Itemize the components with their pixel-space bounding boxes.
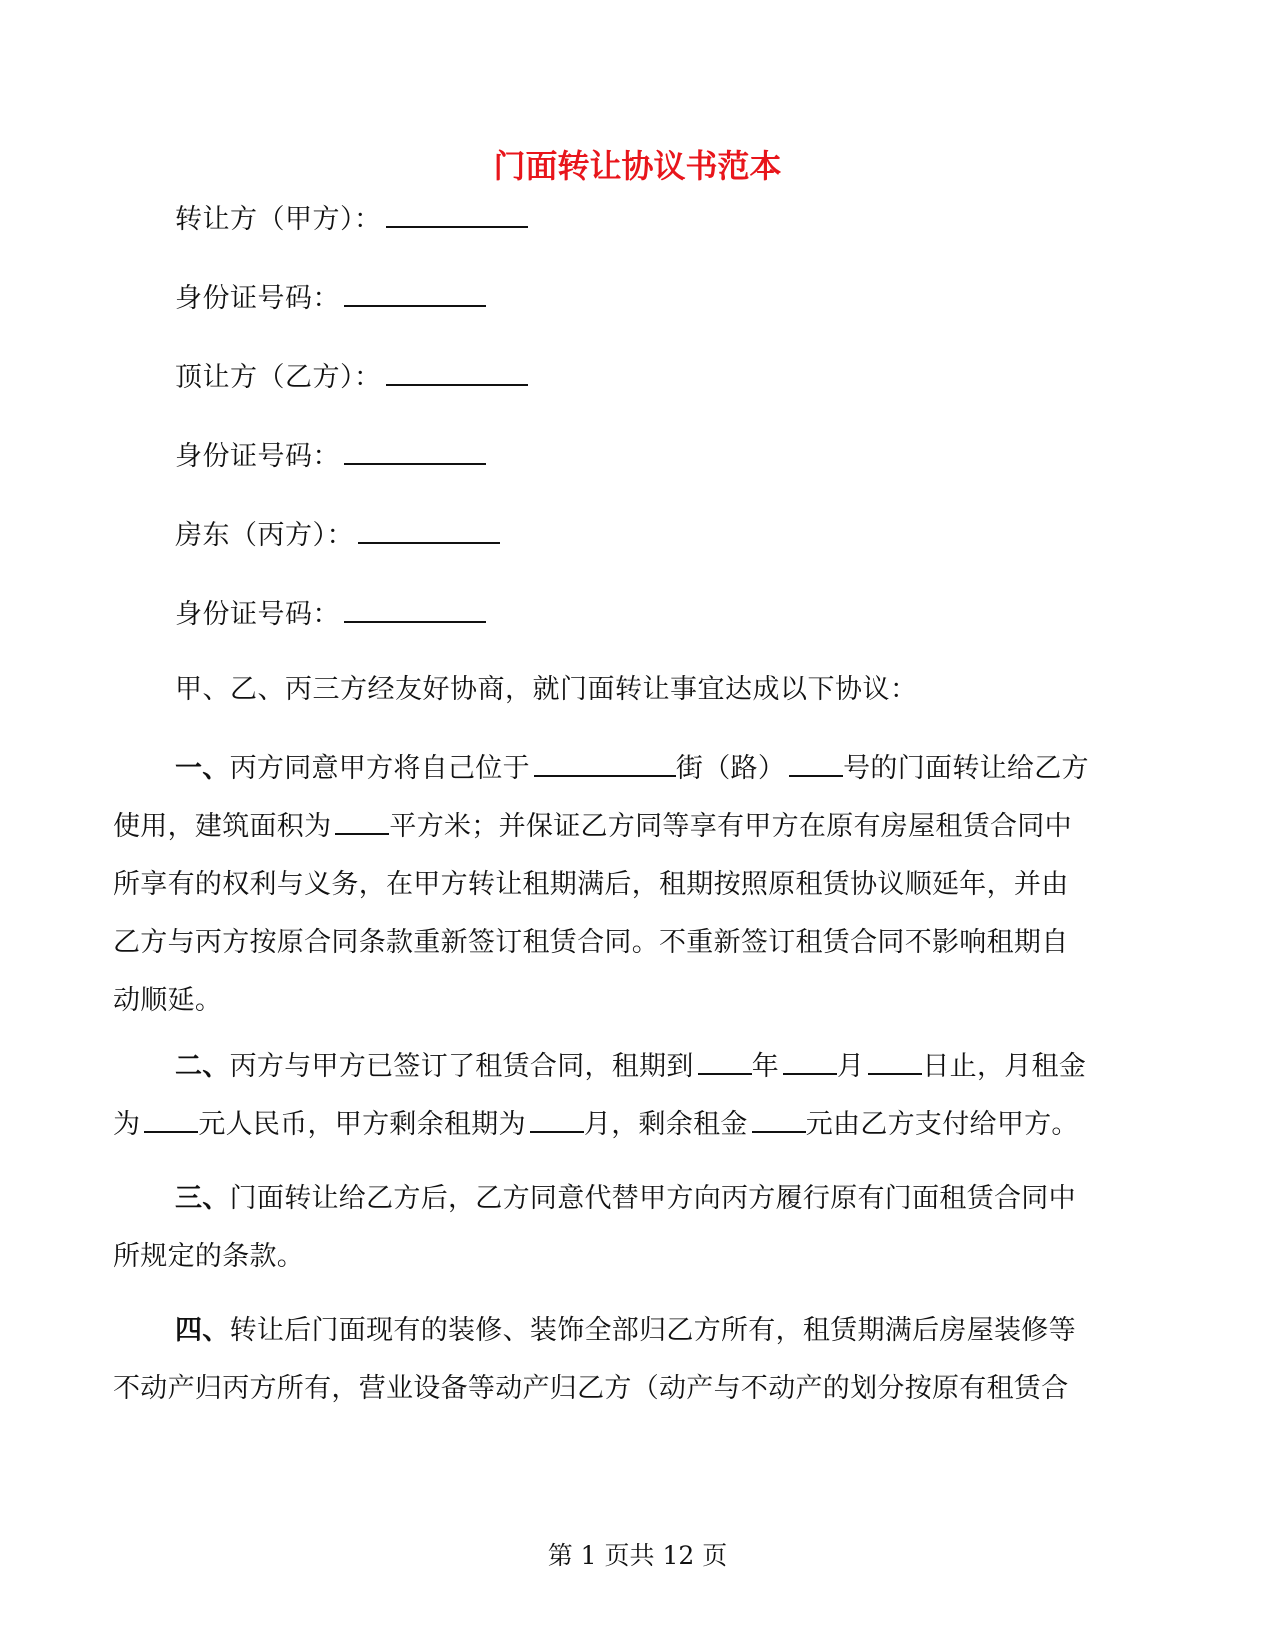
landlord-blank [358, 512, 500, 544]
page-footer: 第 1 页共 12 页 [547, 1541, 728, 1570]
clause-4 [113, 1302, 1143, 1418]
clause-1-line-1: 一、丙方同意甲方将自己位于 街（路） 号的门面转让给乙方 [113, 740, 1143, 798]
transferor-id-field [175, 275, 486, 319]
number-blank [789, 745, 843, 777]
transferee-id-label: 身份证号码： [175, 441, 340, 472]
clause-1-line-4: 乙方与丙方按原合同条款重新签订租赁合同。不重新签订租赁合同不影响租期自 [113, 927, 1069, 958]
year-blank [698, 1043, 752, 1075]
clause-3-line-2: 所规定的条款。 [113, 1241, 305, 1272]
month-blank [783, 1043, 837, 1075]
clause-1-line-5: 动顺延。 [113, 985, 223, 1016]
remaining-rent-blank [752, 1101, 806, 1133]
transferor-id-label: 身份证号码： [175, 283, 340, 314]
clause-3-line-1: 三、门面转让给乙方后，乙方同意代替甲方向丙方履行原有门面租赁合同中 [175, 1183, 1076, 1214]
clause-2-line-2: 为 元人民币，甲方剩余租期为 月，剩余租金 元由乙方支付给甲方。 [113, 1096, 1143, 1154]
landlord-id-blank [344, 591, 486, 623]
clause-1-line-2: 使用，建筑面积为 平方米；并保证乙方同等享有甲方在原有房屋租赁合同中 [113, 798, 1143, 856]
landlord-id-field [175, 591, 486, 635]
day-blank [868, 1043, 922, 1075]
clause-2 [113, 1038, 1143, 1154]
landlord-label: 房东（丙方）： [175, 520, 354, 551]
document-title: 门面转让协议书范本 [493, 147, 782, 185]
street-blank [534, 745, 676, 777]
transferor-id-blank [344, 275, 486, 307]
transferor-label: 转让方（甲方）： [175, 204, 382, 235]
clause-3 [113, 1170, 1143, 1286]
clause-4-number: 四、 [175, 1315, 230, 1346]
landlord-field [175, 512, 500, 556]
clause-1-number: 一、 [175, 753, 230, 784]
transferee-field [175, 354, 528, 398]
intro-paragraph: 甲、乙、丙三方经友好协商，就门面转让事宜达成以下协议： [175, 674, 918, 705]
clause-4-line-2: 不动产归丙方所有，营业设备等动产归乙方（动产与不动产的划分按原有租赁合 [113, 1373, 1069, 1404]
clause-1-line-3: 所享有的权利与义务，在甲方转让租期满后，租期按照原租赁协议顺延年，并由 [113, 869, 1069, 900]
transferee-id-field [175, 433, 486, 477]
clause-4-line-1: 四、转让后门面现有的装修、装饰全部归乙方所有，租赁期满后房屋装修等 [175, 1315, 1076, 1346]
transferee-label: 顶让方（乙方）： [175, 362, 382, 393]
clause-2-line-1: 二、丙方与甲方已签订了租赁合同，租期到 年 月 日止，月租金 [113, 1038, 1143, 1096]
remaining-months-blank [530, 1101, 584, 1133]
area-blank [335, 803, 389, 835]
clause-2-number: 二、 [175, 1051, 230, 1082]
transferor-field [175, 196, 528, 240]
clause-3-number: 三、 [175, 1183, 230, 1214]
transferor-blank [386, 196, 528, 228]
landlord-id-label: 身份证号码： [175, 599, 340, 630]
rent-blank [144, 1101, 198, 1133]
clause-1 [113, 740, 1143, 1030]
transferee-id-blank [344, 433, 486, 465]
transferee-blank [386, 354, 528, 386]
